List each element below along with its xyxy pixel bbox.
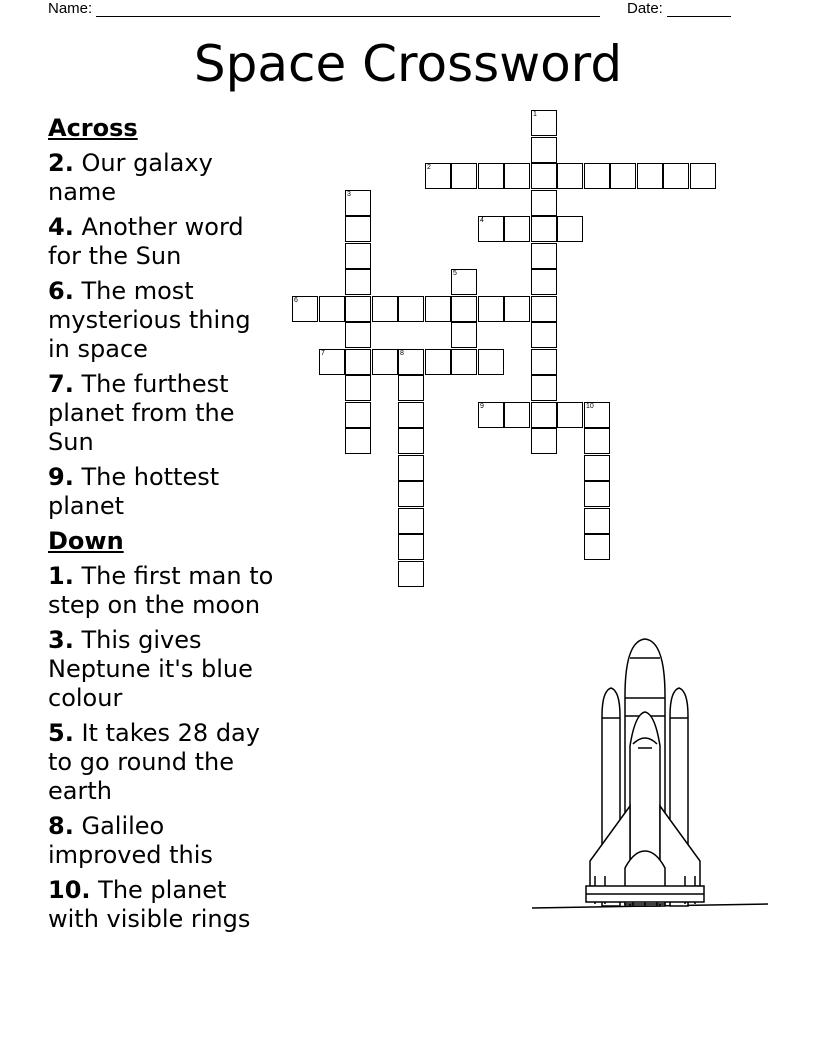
grid-cell[interactable] <box>478 402 504 428</box>
grid-cell[interactable] <box>345 375 371 401</box>
clue-text: The first man to step on the moon <box>48 562 274 619</box>
cell-number: 7 <box>321 350 325 357</box>
grid-cell[interactable] <box>531 110 557 136</box>
grid-cell[interactable] <box>398 296 424 322</box>
grid-cell[interactable] <box>425 163 451 189</box>
clue-list <box>48 112 278 940</box>
clue-number: 8. <box>48 812 74 840</box>
grid-cell[interactable] <box>451 163 477 189</box>
clue-text: It takes 28 day to go round the earth <box>48 719 260 805</box>
grid-cell[interactable] <box>478 163 504 189</box>
grid-cell[interactable] <box>584 481 610 507</box>
grid-cell[interactable] <box>531 137 557 163</box>
grid-cell[interactable] <box>451 269 477 295</box>
cell-number: 3 <box>347 191 351 198</box>
grid-cell[interactable] <box>531 243 557 269</box>
grid-cell[interactable] <box>610 163 636 189</box>
grid-cell[interactable] <box>425 296 451 322</box>
grid-cell[interactable] <box>531 428 557 454</box>
clue-text: This gives Neptune it's blue colour <box>48 626 253 712</box>
clue-down-1 <box>48 562 278 620</box>
grid-cell[interactable] <box>345 296 371 322</box>
grid-cell[interactable] <box>584 508 610 534</box>
grid-cell[interactable] <box>372 296 398 322</box>
grid-cell[interactable] <box>531 190 557 216</box>
cell-number: 1 <box>533 111 537 118</box>
cell-number: 5 <box>453 270 457 277</box>
clue-number: 9. <box>48 463 74 491</box>
clue-number: 6. <box>48 277 74 305</box>
grid-cell[interactable] <box>557 163 583 189</box>
date-field[interactable] <box>627 0 731 17</box>
clue-across-9 <box>48 463 278 521</box>
grid-cell[interactable] <box>425 349 451 375</box>
clue-number: 1. <box>48 562 74 590</box>
grid-cell[interactable] <box>398 455 424 481</box>
grid-cell[interactable] <box>398 375 424 401</box>
grid-cell[interactable] <box>637 163 663 189</box>
grid-cell[interactable] <box>345 269 371 295</box>
across-heading: Across <box>48 114 138 142</box>
grid-cell[interactable] <box>478 216 504 242</box>
clue-text: Galileo improved this <box>48 812 213 869</box>
clue-down-8 <box>48 812 278 870</box>
grid-cell[interactable] <box>531 163 557 189</box>
grid-cell[interactable] <box>504 216 530 242</box>
cell-number: 9 <box>480 403 484 410</box>
grid-cell[interactable] <box>345 428 371 454</box>
grid-cell[interactable] <box>584 402 610 428</box>
grid-cell[interactable] <box>663 163 689 189</box>
grid-cell[interactable] <box>319 349 345 375</box>
grid-cell[interactable] <box>292 296 318 322</box>
grid-cell[interactable] <box>531 375 557 401</box>
clue-down-3 <box>48 626 278 713</box>
grid-cell[interactable] <box>345 349 371 375</box>
cell-number: 4 <box>480 217 484 224</box>
clue-number: 4. <box>48 213 74 241</box>
grid-cell[interactable] <box>398 508 424 534</box>
grid-cell[interactable] <box>504 163 530 189</box>
grid-cell[interactable] <box>451 322 477 348</box>
grid-cell[interactable] <box>584 455 610 481</box>
cell-number: 8 <box>400 350 404 357</box>
grid-cell[interactable] <box>319 296 345 322</box>
grid-cell[interactable] <box>345 243 371 269</box>
grid-cell[interactable] <box>345 402 371 428</box>
grid-cell[interactable] <box>531 402 557 428</box>
grid-cell[interactable] <box>398 534 424 560</box>
grid-cell[interactable] <box>557 402 583 428</box>
cell-number: 6 <box>294 297 298 304</box>
grid-cell[interactable] <box>531 269 557 295</box>
grid-cell[interactable] <box>478 296 504 322</box>
grid-cell[interactable] <box>345 216 371 242</box>
grid-cell[interactable] <box>531 296 557 322</box>
clue-number: 2. <box>48 149 74 177</box>
clue-text: The planet with visible rings <box>48 876 251 933</box>
clue-across-2 <box>48 149 278 207</box>
clue-number: 3. <box>48 626 74 654</box>
name-label: Name: <box>48 0 93 17</box>
clue-across-7 <box>48 370 278 457</box>
down-heading: Down <box>48 527 124 555</box>
grid-cell[interactable] <box>398 561 424 587</box>
grid-cell[interactable] <box>531 322 557 348</box>
grid-cell[interactable] <box>451 349 477 375</box>
clue-text: Our galaxy name <box>48 149 213 206</box>
grid-cell[interactable] <box>584 534 610 560</box>
grid-cell[interactable] <box>345 190 371 216</box>
grid-cell[interactable] <box>372 349 398 375</box>
grid-cell[interactable] <box>398 402 424 428</box>
grid-cell[interactable] <box>398 349 424 375</box>
clue-text: The furthest planet from the Sun <box>48 370 235 456</box>
grid-cell[interactable] <box>531 349 557 375</box>
date-label: Date: <box>627 0 663 17</box>
clue-text: Another word for the Sun <box>48 213 244 270</box>
space-shuttle-illustration <box>530 636 770 914</box>
grid-cell[interactable] <box>584 428 610 454</box>
clue-across-4 <box>48 213 278 271</box>
grid-cell[interactable] <box>690 163 716 189</box>
clue-down-5 <box>48 719 278 806</box>
clue-text: The most mysterious thing in space <box>48 277 251 363</box>
grid-cell[interactable] <box>398 428 424 454</box>
clue-number: 10. <box>48 876 91 904</box>
clue-number: 7. <box>48 370 74 398</box>
clue-down-10 <box>48 876 278 934</box>
grid-cell[interactable] <box>504 402 530 428</box>
grid-cell[interactable] <box>557 216 583 242</box>
grid-cell[interactable] <box>451 296 477 322</box>
grid-cell[interactable] <box>504 296 530 322</box>
name-field[interactable] <box>48 0 600 17</box>
clue-text: The hottest planet <box>48 463 220 520</box>
cell-number: 2 <box>427 164 431 171</box>
clue-across-6 <box>48 277 278 364</box>
name-blank[interactable] <box>96 2 600 17</box>
grid-cell[interactable] <box>584 163 610 189</box>
grid-cell[interactable] <box>398 481 424 507</box>
clue-number: 5. <box>48 719 74 747</box>
date-blank[interactable] <box>667 2 731 17</box>
grid-cell[interactable] <box>478 349 504 375</box>
grid-cell[interactable] <box>345 322 371 348</box>
page-title: Space Crossword <box>193 35 623 93</box>
cell-number: 10 <box>586 403 594 410</box>
grid-cell[interactable] <box>531 216 557 242</box>
